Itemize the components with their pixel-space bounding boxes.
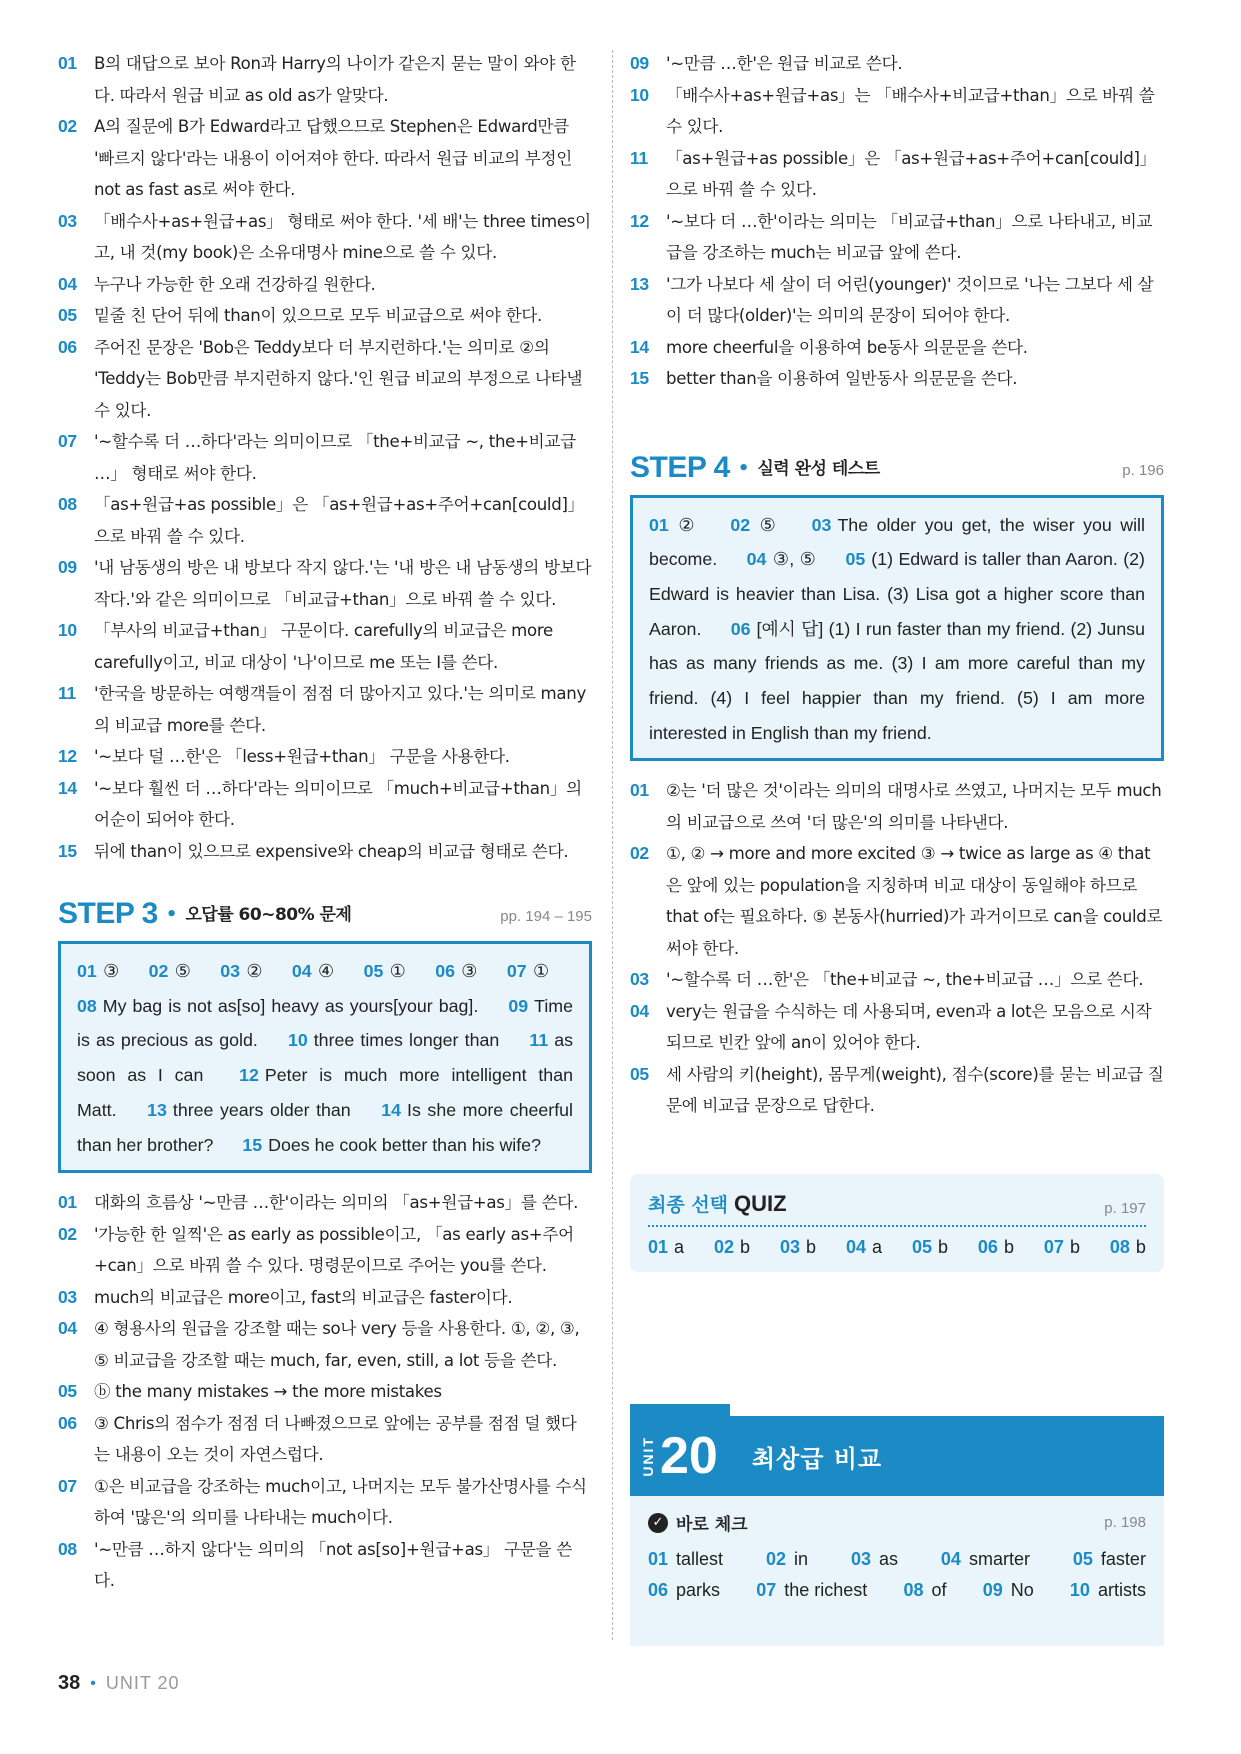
list-item: 15 better than을 이용하여 일반동사 의문문을 쓴다. <box>630 368 1018 388</box>
quiz-answer: 01 a <box>648 1236 685 1257</box>
list-item: 11 '한국을 방문하는 여행객들이 점점 더 많아지고 있다.'는 의미로 many의 비교급 more를 쓴다. <box>58 683 587 735</box>
quiz-answers <box>648 1237 1146 1258</box>
list-item: 11 「as+원급+as possible」은 「as+원급+as+주어+can[could]」으로 바꿔 쓸 수 있다. <box>630 147 1156 199</box>
column-divider <box>612 50 613 1640</box>
left-column <box>58 48 592 1597</box>
step2-explanations <box>58 48 592 867</box>
unit-number: 20 <box>660 1427 718 1485</box>
quiz-answer: 06 b <box>977 1236 1014 1257</box>
check-answer: 04 smarter <box>940 1549 1030 1569</box>
check-answer: 02 in <box>765 1549 809 1569</box>
list-item: 08 「as+원급+as possible」은 「as+원급+as+주어+can[could]」으로 바꿔 쓸 수 있다. <box>58 494 584 546</box>
page-footer <box>58 1672 180 1695</box>
list-item: 10 「부사의 비교급+than」 구문이다. carefully의 비교급은 more carefully이고, 비교 대상이 '나'이므로 me 또는 I를 쓴다. <box>58 620 553 672</box>
list-item: 14 '~보다 훨씬 더 …하다'라는 의미이므로 「much+비교급+than」의 어순이 되어야 한다. <box>58 777 582 829</box>
quick-check-row <box>648 1580 1146 1601</box>
step3-label: STEP 3 <box>58 897 158 930</box>
list-item: 03 「배수사+as+원급+as」 형태로 써야 한다. '세 배'는 three times이고, 내 것(my book)은 소유대명사 mine으로 쓸 수 있다. <box>58 210 591 262</box>
list-item: 02 ①, ② → more and more excited ③ → twice as large as ④ that은 앞에 있는 population을 지칭하며 비교 대상이 동일해야 하므로 that of는 필요하다. ⑤ 본동사(hurried)가 과거이므로 can을 could로 써야 한다. <box>630 843 1163 958</box>
list-item: 06 주어진 문장은 'Bob은 Teddy보다 더 부지런하다.'는 의미로 ②의 'Teddy는 Bob만큼 부지런하지 않다.'인 원급 비교의 부정으로 나타낼 수 있다. <box>58 336 583 420</box>
quiz-header <box>648 1190 1146 1227</box>
right-column <box>630 48 1164 1272</box>
list-item: 02 '가능한 한 일찍'은 as early as possible이고, 「as early as+주어+can」으로 바꿔 쓸 수 있다. 명령문이므로 주어는 you를 쓴다. <box>58 1223 574 1276</box>
check-answer: 06 parks <box>648 1580 721 1600</box>
step4-page-ref: p. 196 <box>1122 461 1164 479</box>
quick-check-header <box>648 1510 1146 1535</box>
quick-check-page-ref: p. 198 <box>1104 1514 1146 1531</box>
list-item: 09 '내 남동생의 방은 내 방보다 작지 않다.'는 '내 방은 내 남동생의 방보다 작다.'와 같은 의미이므로 「비교급+than」으로 바꿔 쓸 수 있다. <box>58 557 592 609</box>
list-item: 09 '~만큼 …한'은 원급 비교로 쓴다. <box>630 53 903 73</box>
bullet-dot: • <box>165 904 178 925</box>
list-item: 06 ③ Chris의 점수가 점점 더 나빠졌으므로 앞에는 공부를 점점 덜 했다는 내용이 오는 것이 자연스럽다. <box>58 1412 577 1465</box>
quick-check-title: 바로 체크 <box>676 1515 748 1535</box>
step3-explanations <box>58 1187 592 1597</box>
list-item: 04 누구나 가능한 한 오래 건강하길 원한다. <box>58 273 376 294</box>
bullet-dot: • <box>90 1674 96 1692</box>
page-number: 38 <box>58 1672 81 1694</box>
list-item: 01 B의 대답으로 보아 Ron과 Harry의 나이가 같은지 묻는 말이 와야 한다. 따라서 원급 비교 as old as가 알맞다. <box>58 53 576 105</box>
check-answer: 03 as <box>850 1549 898 1569</box>
list-item: 04 ④ 형용사의 원급을 강조할 때는 so나 very 등을 사용한다. ①, ②, ③, ⑤ 비교급을 강조할 때는 much, far, even, still, a lot 등을 쓴다. <box>58 1318 580 1370</box>
list-item: 05 세 사람의 키(height), 몸무게(weight), 점수(score)를 묻는 비교급 질문에 비교급 문장으로 답한다. <box>630 1063 1164 1116</box>
check-answer: 08 of <box>903 1580 947 1600</box>
step4-explanations <box>630 775 1164 1122</box>
list-item: 14 more cheerful을 이용하여 be동사 의문문을 쓴다. <box>630 336 1028 357</box>
quiz-answer: 02 b <box>713 1236 751 1257</box>
list-item: 01 ②는 '더 많은 것'이라는 의미의 대명사로 쓰였고, 나머지는 모두 much의 비교급으로 쓰여 '더 많은'의 의미를 나타낸다. <box>630 780 1162 832</box>
list-item: 12 '~보다 더 …한'이라는 의미는 「비교급+than」으로 나타내고, 비교급을 강조하는 much는 비교급 앞에 쓴다. <box>630 210 1153 262</box>
check-answer: 07 the richest <box>756 1580 868 1600</box>
step3-explanations-continued <box>630 48 1164 395</box>
unit-word: UNIT <box>640 1435 656 1477</box>
quiz-title-korean: 최종 선택 <box>648 1193 729 1216</box>
step3-header <box>58 893 592 931</box>
quiz-page-ref: p. 197 <box>1104 1199 1146 1217</box>
step4-answer-box: 01 ② 02 ⑤ 03 The older you get, the wiser you will become. 04 ③, ⑤ 05 (1) Edward is taller than Aaron. (2) Edward is heavier than Lisa. (3) Lisa got a higher score than Aaron. 06 [예시 답] (1) I run faster than my friend. (2) Junsu has as many friends as me. (3) I am more careful than my friend. (4) I feel happier than my friend. (5) I am more interested in English than my friend. <box>630 495 1164 762</box>
step3-page-ref: pp. 194 – 195 <box>500 908 592 925</box>
list-item: 10 「배수사+as+원급+as」는 「배수사+비교급+than」으로 바꿔 쓸 수 있다. <box>630 84 1155 136</box>
quiz-answer: 04 a <box>845 1236 882 1257</box>
bullet-dot: • <box>737 457 750 479</box>
list-item: 02 A의 질문에 B가 Edward라고 답했으므로 Stephen은 Edward만큼 '빠르지 않다'라는 내용이 이어져야 한다. 따라서 원급 비교의 부정인 not as fast as로 써야 한다. <box>58 116 572 199</box>
list-item: 15 뒤에 than이 있으므로 expensive와 cheap의 비교급 형태로 쓴다. <box>58 840 569 861</box>
unit-banner-tab <box>630 1404 730 1416</box>
list-item: 04 very는 원급을 수식하는 데 사용되며, even과 a lot은 모음으로 시작되므로 빈칸 앞에 an이 있어야 한다. <box>630 1000 1152 1053</box>
quiz-answer: 07 b <box>1043 1236 1080 1257</box>
quiz-answer: 03 b <box>779 1236 817 1257</box>
list-item: 05 ⓑ the many mistakes → the more mistakes <box>58 1381 442 1402</box>
check-answer: 05 faster <box>1072 1549 1146 1569</box>
step3-answer-box: 01 ③ 02 ⑤ 03 ② 04 ④ 05 ① 06 ③ 07 ① 08 My bag is not as[so] heavy as yours[your bag]. 09 Time is as precious as gold. 10 three times longer than 11 as soon as I can 12 Peter is much more intelligent than Matt. 13 three years older than 14 Is she more cheerful than her brother? 15 Does he cook better than his wife? <box>58 941 592 1173</box>
check-answer: 01 tallest <box>648 1549 724 1569</box>
quiz-answer: 05 b <box>911 1236 948 1257</box>
step4-header <box>630 447 1164 485</box>
quick-check-row <box>648 1549 1146 1570</box>
list-item: 01 대화의 흐름상 '~만큼 …한'이라는 의미의 「as+원급+as」를 쓴다. <box>58 1192 579 1213</box>
list-item: 13 '그가 나보다 세 살이 더 어린(younger)' 것이므로 '나는 그보다 세 살이 더 많다(older)'는 의미의 문장이 되어야 한다. <box>630 273 1154 325</box>
check-answer: 09 No <box>982 1580 1034 1600</box>
list-item: 03 '~할수록 더 …한'은 「the+비교급 ~, the+비교급 …」으로 쓴다. <box>630 969 1144 990</box>
quiz-answer: 08 b <box>1109 1236 1146 1257</box>
quiz-title-english: QUIZ <box>734 1190 787 1216</box>
list-item: 08 '~만큼 …하지 않다'는 의미의 「not as[so]+원급+as」 구문을 쓴다. <box>58 1538 572 1591</box>
list-item: 12 '~보다 덜 …한'은 「less+원급+than」 구문을 사용한다. <box>58 746 510 766</box>
list-item: 03 much의 비교급은 more이고, fast의 비교급은 faster이다. <box>58 1286 513 1307</box>
quick-check-box <box>630 1496 1164 1646</box>
unit-title: 최상급 비교 <box>751 1444 883 1473</box>
list-item: 05 밑줄 친 단어 뒤에 than이 있으므로 모두 비교급으로 써야 한다. <box>58 305 543 325</box>
final-quiz-box <box>630 1174 1164 1272</box>
step4-label: STEP 4 <box>630 450 730 484</box>
footer-unit-label: UNIT 20 <box>105 1673 180 1693</box>
list-item: 07 '~할수록 더 …하다'라는 의미이므로 「the+비교급 ~, the+비교급 …」 형태로 써야 한다. <box>58 431 576 483</box>
check-answer: 10 artists <box>1069 1580 1146 1600</box>
unit-banner <box>630 1416 1164 1496</box>
step4-subtitle: 실력 완성 테스트 <box>757 458 880 479</box>
list-item: 07 ①은 비교급을 강조하는 much이고, 나머지는 모두 불가산명사를 수식하여 '많은'의 의미를 나타내는 much이다. <box>58 1475 587 1528</box>
step3-subtitle: 오답률 60~80% 문제 <box>185 905 352 925</box>
checkmark-icon: ✓ <box>648 1513 668 1533</box>
